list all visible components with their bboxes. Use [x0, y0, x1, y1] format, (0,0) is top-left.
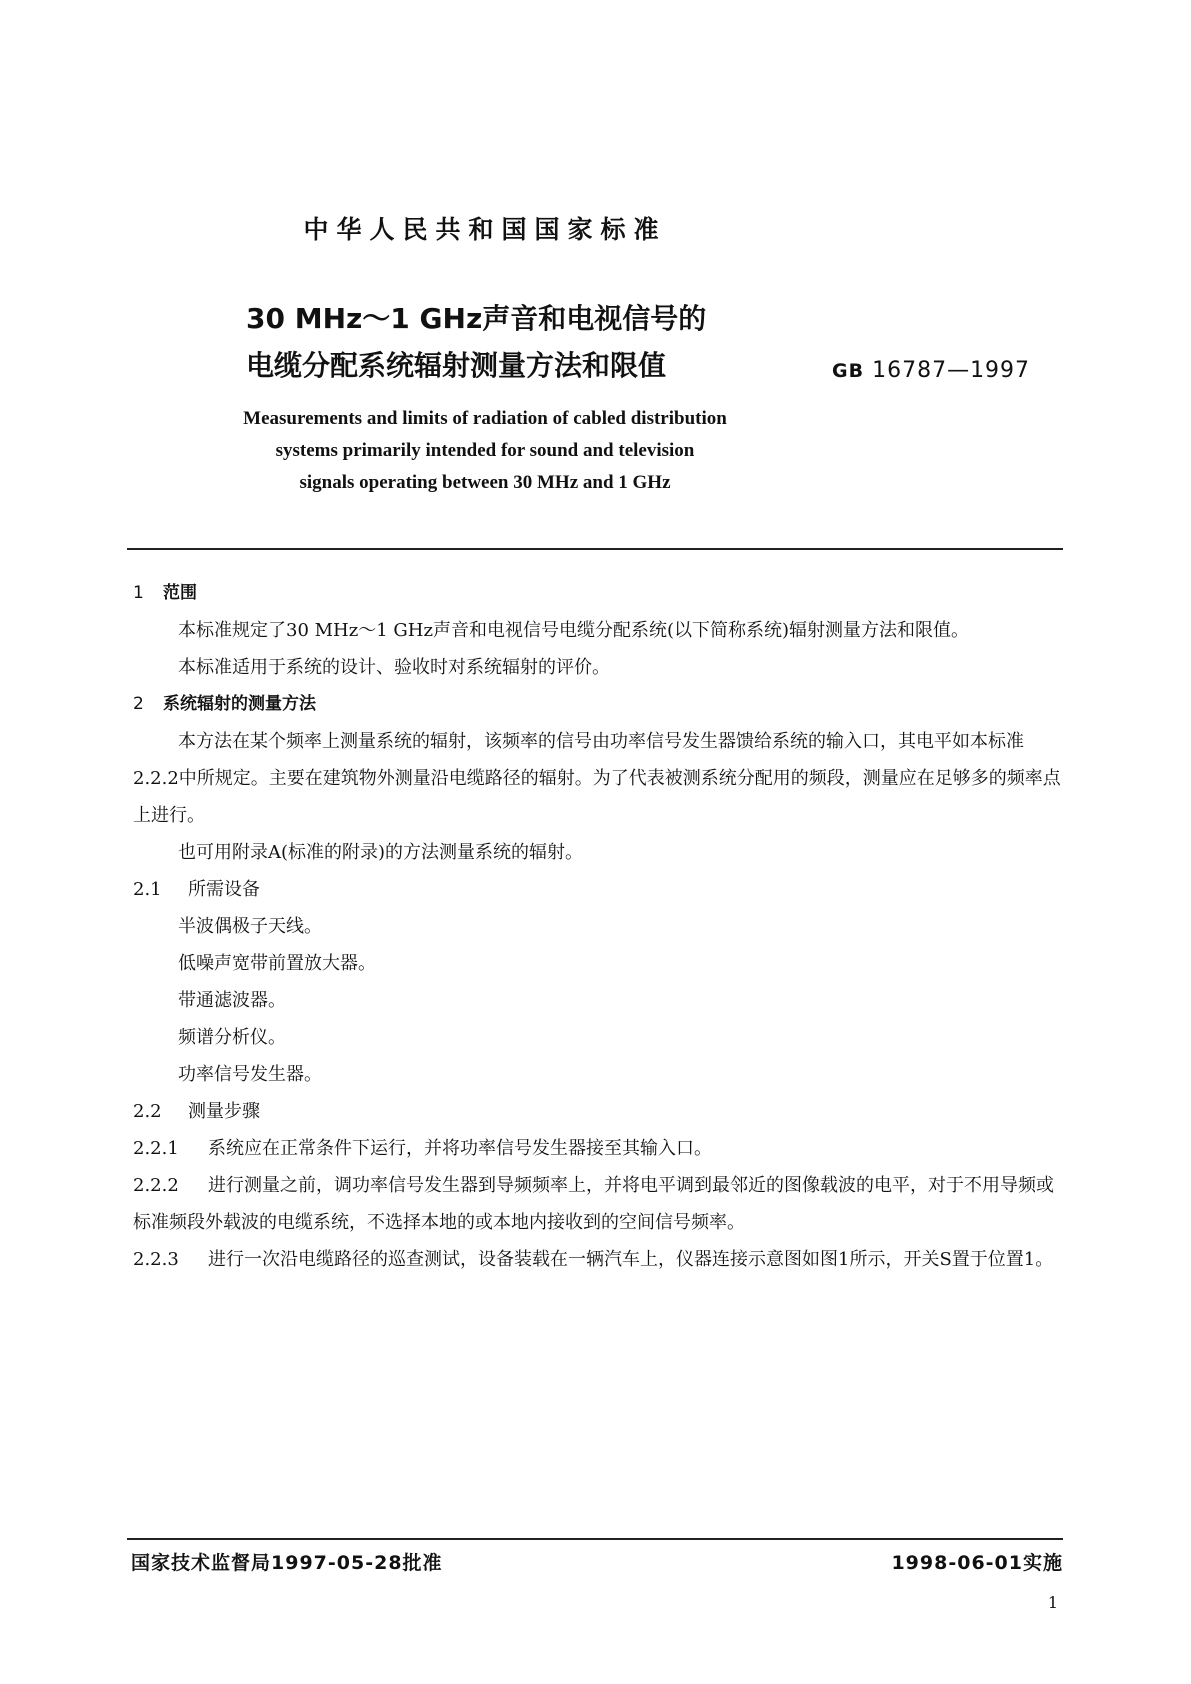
section-title: 范围	[163, 583, 197, 603]
standard-code: 16787—1997	[872, 358, 1031, 383]
page-number: 1	[1047, 1593, 1058, 1612]
clause-2-2-1	[133, 1130, 1063, 1167]
footer-divider	[127, 1538, 1063, 1540]
equipment-item: 频谱分析仪。	[178, 1027, 286, 1048]
equipment-item: 低噪声宽带前置放大器。	[178, 953, 376, 974]
clause-number: 2.2.1	[133, 1138, 179, 1159]
title-english-line2: systems primarily intended for sound and television	[275, 440, 695, 461]
clause-number: 2.2.2	[133, 1175, 179, 1196]
approval-statement: 国家技术监督局1997-05-28批准	[131, 1552, 443, 1574]
subsection-title: 测量步骤	[188, 1101, 260, 1122]
clause-number: 2.2.3	[133, 1249, 179, 1270]
equipment-item: 半波偶极子天线。	[178, 916, 322, 937]
title-chinese-line2: 电缆分配系统辐射测量方法和限值	[246, 349, 667, 382]
section-1-heading	[133, 575, 1063, 612]
document-body	[133, 575, 1063, 1278]
paragraph: 本标准规定了30 MHz～1 GHz声音和电视信号电缆分配系统(以下简称系统)辐射测量方法和限值。	[178, 620, 970, 641]
implementation-date: 1998-06-01实施	[891, 1552, 1063, 1574]
subsection-2-2-heading	[133, 1093, 1063, 1130]
clause-text: 进行一次沿电缆路径的巡查测试，设备装载在一辆汽车上，仪器连接示意图如图1所示，开关S置于位置1。	[208, 1249, 1054, 1270]
title-english	[200, 403, 770, 499]
clause-2-2-3	[133, 1241, 1063, 1278]
clause-text: 系统应在正常条件下运行，并将功率信号发生器接至其输入口。	[208, 1138, 712, 1159]
subsection-number: 2.2	[133, 1101, 162, 1122]
clause-2-2-2	[133, 1167, 1063, 1241]
title-english-line1: Measurements and limits of radiation of cabled distribution	[243, 408, 727, 429]
equipment-item: 带通滤波器。	[178, 990, 286, 1011]
title-chinese-line1: 30 MHz～1 GHz声音和电视信号的	[246, 302, 707, 335]
standard-number	[832, 358, 1030, 383]
paragraph: 本标准适用于系统的设计、验收时对系统辐射的评价。	[178, 657, 610, 678]
paragraph: 也可用附录A(标准的附录)的方法测量系统的辐射。	[178, 842, 584, 863]
standard-prefix: GB	[832, 360, 865, 382]
section-2-heading	[133, 686, 1063, 723]
title-chinese	[246, 295, 706, 389]
header-divider	[127, 548, 1063, 550]
section-number: 2	[133, 694, 144, 714]
national-standard-heading: 中华人民共和国国家标准	[303, 215, 667, 244]
section-title: 系统辐射的测量方法	[163, 694, 316, 714]
section-number: 1	[133, 583, 144, 603]
subsection-2-1-heading	[133, 871, 1063, 908]
equipment-item: 功率信号发生器。	[178, 1064, 322, 1085]
clause-text: 进行测量之前，调功率信号发生器到导频频率上，并将电平调到最邻近的图像载波的电平，对于不用导频或标准频段外载波的电缆系统，不选择本地的或本地内接收到的空间信号频率。	[133, 1175, 1054, 1233]
title-english-line3: signals operating between 30 MHz and 1 GHz	[299, 472, 671, 493]
subsection-title: 所需设备	[188, 879, 260, 900]
paragraph: 本方法在某个频率上测量系统的辐射，该频率的信号由功率信号发生器馈给系统的输入口，其电平如本标准2.2.2中所规定。主要在建筑物外测量沿电缆路径的辐射。为了代表被测系统分配用的频段，测量应在足够多的频率点上进行。	[133, 731, 1061, 826]
subsection-number: 2.1	[133, 879, 162, 900]
